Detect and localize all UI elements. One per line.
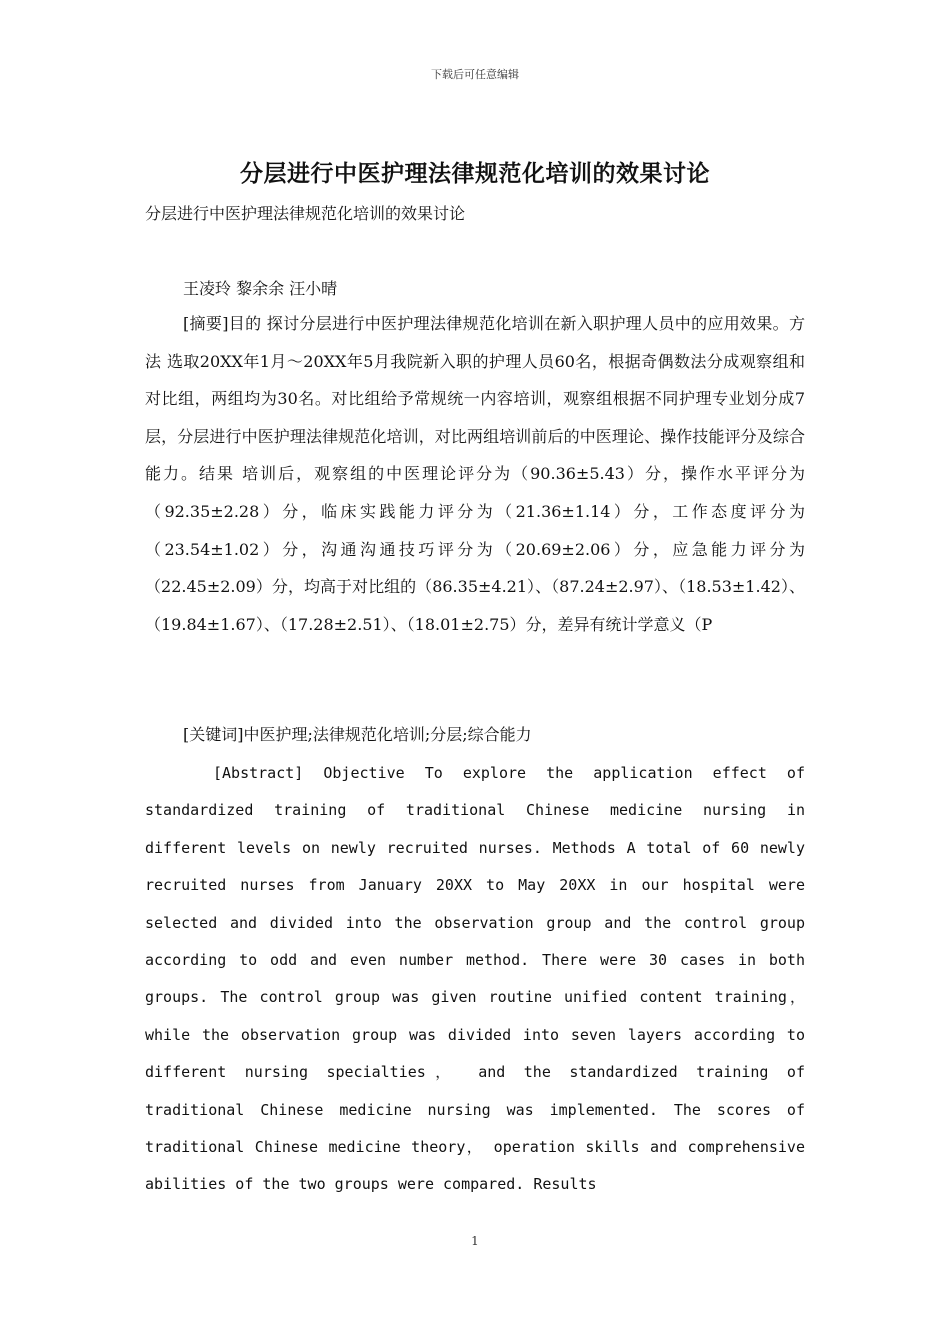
document-title: 分层进行中医护理法律规范化培训的效果讨论 bbox=[240, 160, 710, 187]
page-number: 1 bbox=[471, 1234, 479, 1248]
keywords: [关键词]中医护理;法律规范化培训;分层;综合能力 bbox=[183, 725, 532, 744]
authors: 王凌玲 黎余余 汪小晴 bbox=[183, 279, 338, 298]
document-subtitle: 分层进行中医护理法律规范化培训的效果讨论 bbox=[145, 204, 466, 223]
abstract-chinese: [摘要]目的 探讨分层进行中医护理法律规范化培训在新入职护理人员中的应用效果。方法 选取20XX年1月～20XX年5月我院新入职的护理人员60名，根据奇偶数法分成观察组和对比组，两组均为30名。对比组给予常规统一内容培训，观察组根据不同护理专业划分成7层，分层进行中医护理法律规范化培训，对比两组培训前后的中医理论、操作技能评分及综合能力。结果 培训后，观察组的中医理论评分为（90.36±5.43）分，操作水平评分为（92.35±2.28）分，临床实践能力评分为（21.36±1.14）分，工作态度评分为（23.54±1.02）分，沟通沟通技巧评分为（20.69±2.06）分，应急能力评分为（22.45±2.09）分，均高于对比组的（86.35±4.21）、（87.24±2.97）、（18.53±1.42）、（19.84±1.67）、（17.28±2.51）、（18.01±2.75）分，差异有统计学意义（P bbox=[145, 314, 805, 634]
abstract-english: [Abstract] Objective To explore the application effect of standardized training of traditional Chinese medicine nursing in different levels on newly recruited nurses. Methods A total of 60 newly recruited nurses from January 20XX to May 20XX in our hospital were selected and divided into the observation group and the control group according to odd and even number method. There were 30 cases in both groups. The control group was given routine unified content training， while the observation group was divided into seven layers according to different nursing specialties， and the standardized training of traditional Chinese medicine nursing was implemented. The scores of traditional Chinese medicine theory， operation skills and comprehensive abilities of the two groups were compared. Results bbox=[145, 764, 805, 1194]
page-header: 下载后可任意编辑 bbox=[431, 68, 519, 81]
